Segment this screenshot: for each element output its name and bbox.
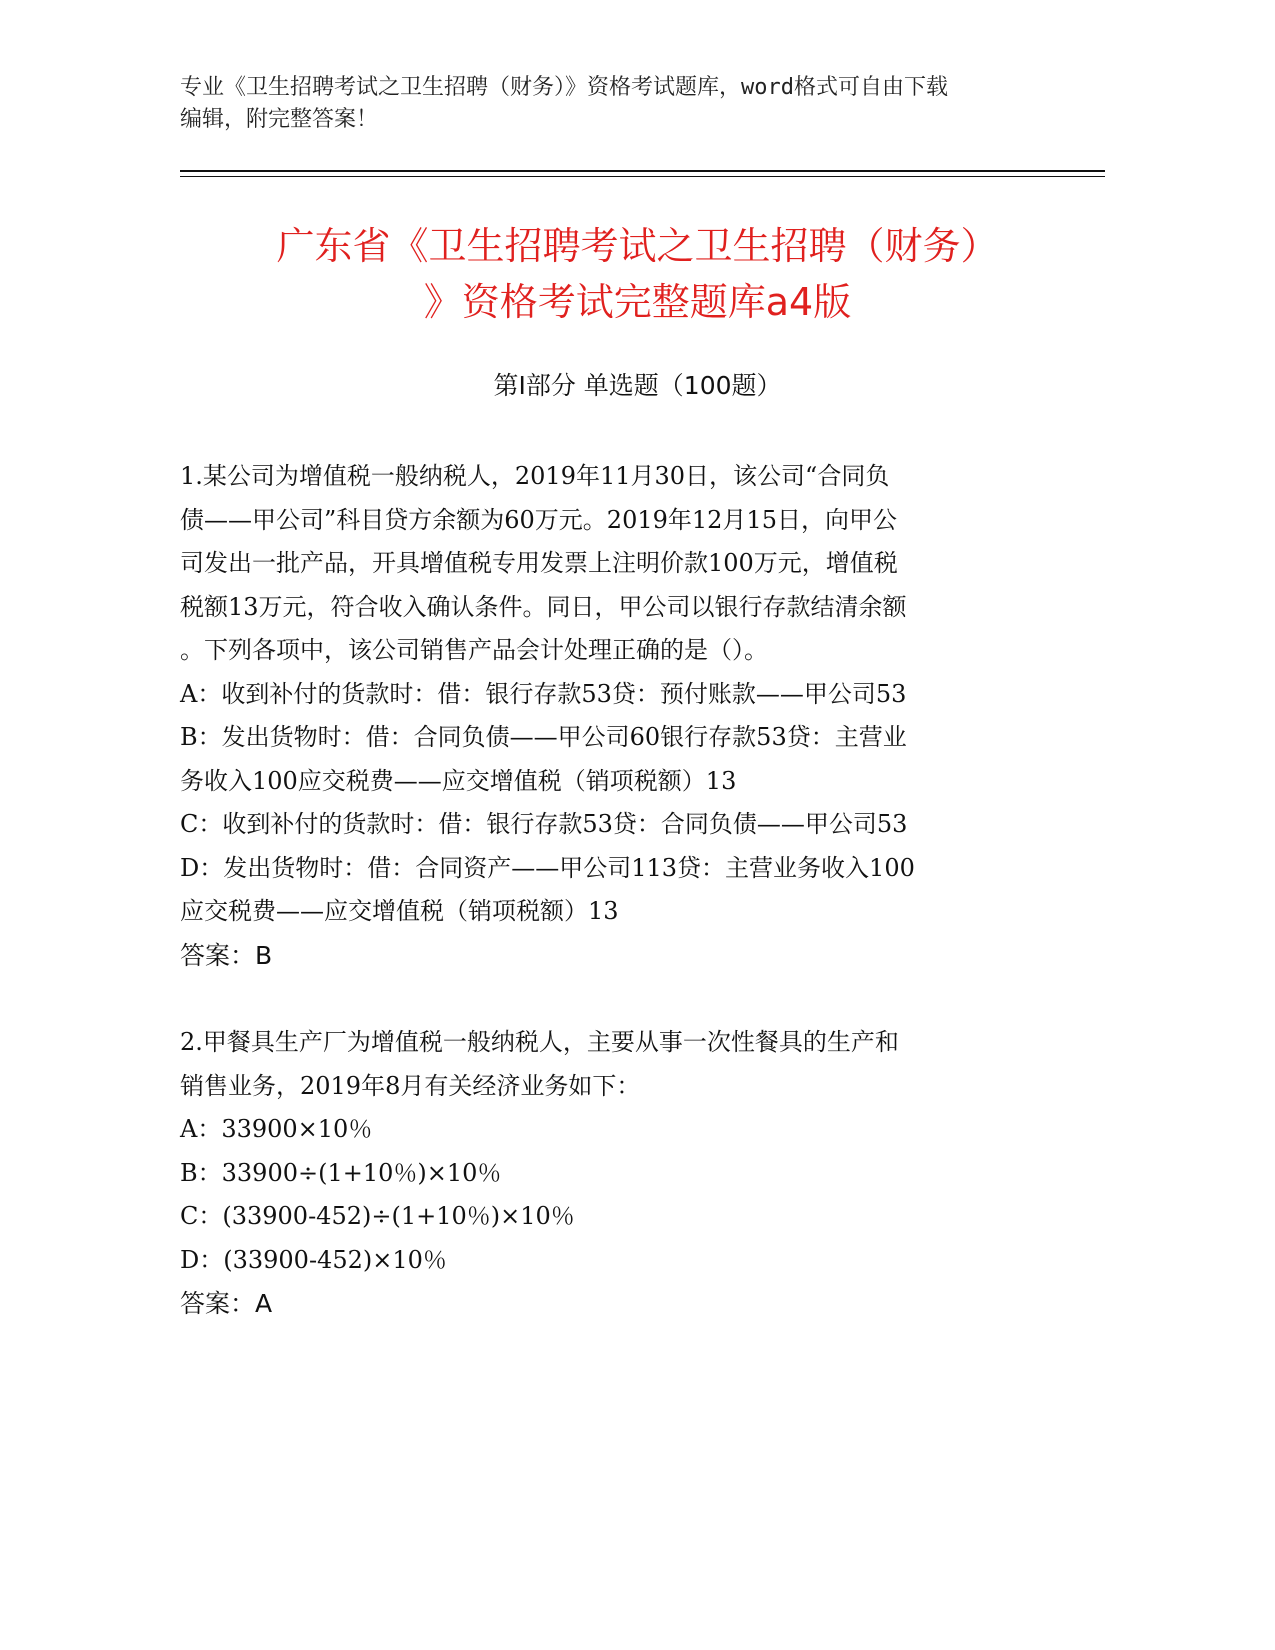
- document-title: [150, 218, 1125, 330]
- option-a: [180, 673, 1060, 717]
- stem-line: 债——甲公司”科目贷方余额为60万元。2019年12月15日，向甲公: [180, 505, 897, 534]
- stem-line: 2.甲餐具生产厂为增值税一般纳税人，主要从事一次性餐具的生产和: [180, 1028, 899, 1056]
- option-line: A：收到补付的货款时：借：银行存款53贷：预付账款——甲公司53: [180, 679, 907, 708]
- question-2: [180, 1021, 1060, 1326]
- option-b: [180, 1152, 1060, 1196]
- stem-line: 司发出一批产品，开具增值税专用发票上注明价款100万元，增值税: [180, 549, 898, 577]
- option-line: B：33900÷(1+10％)×10％: [180, 1158, 502, 1187]
- header-note: [180, 72, 1080, 136]
- option-c: [180, 803, 1060, 847]
- stem-line: 。下列各项中，该公司销售产品会计处理正确的是（）。: [180, 636, 768, 664]
- stem-line: 销售业务，2019年8月有关经济业务如下：: [180, 1071, 641, 1100]
- option-line: A：33900×10％: [180, 1115, 373, 1143]
- question-stem: [180, 455, 1060, 673]
- option-c: [180, 1195, 1060, 1239]
- stem-line: 税额13万元，符合收入确认条件。同日，甲公司以银行存款结清余额: [180, 592, 907, 621]
- option-line: 务收入100应交税费——应交增值税（销项税额）13: [180, 766, 737, 795]
- option-d: [180, 847, 1060, 934]
- title-line-2: 》资格考试完整题库a4版: [423, 280, 852, 324]
- option-line: D：(33900-452)×10％: [180, 1245, 447, 1274]
- stem-line: 1.某公司为增值税一般纳税人，2019年11月30日，该公司“合同负: [180, 462, 890, 490]
- option-line: B：发出货物时：借：合同负债——甲公司60银行存款53贷：主营业: [180, 723, 907, 751]
- answer: 答案：A: [180, 1289, 273, 1318]
- question-stem: [180, 1021, 1060, 1108]
- option-line: D：发出货物时：借：合同资产——甲公司113贷：主营业务收入100: [180, 853, 915, 882]
- question-1: [180, 455, 1060, 977]
- option-a: [180, 1108, 1060, 1152]
- header-note-line-2: 编辑，附完整答案！: [180, 107, 379, 132]
- header-rule-thick: [180, 170, 1105, 172]
- header-note-line-1: 专业《卫生招聘考试之卫生招聘（财务）》资格考试题库，word格式可自由下载: [180, 75, 948, 100]
- section-heading: 第I部分 单选题（100题）: [493, 371, 782, 400]
- option-b: [180, 716, 1060, 803]
- option-line: 应交税费——应交增值税（销项税额）13: [180, 897, 619, 925]
- title-line-1: 广东省《卫生招聘考试之卫生招聘（财务）: [276, 224, 999, 268]
- header-rule-thin: [180, 176, 1105, 177]
- option-line: C：(33900-452)÷(1+10％)×10％: [180, 1202, 575, 1230]
- option-d: [180, 1239, 1060, 1283]
- option-line: C：收到补付的货款时：借：银行存款53贷：合同负债——甲公司53: [180, 810, 908, 838]
- answer: 答案：B: [180, 940, 273, 970]
